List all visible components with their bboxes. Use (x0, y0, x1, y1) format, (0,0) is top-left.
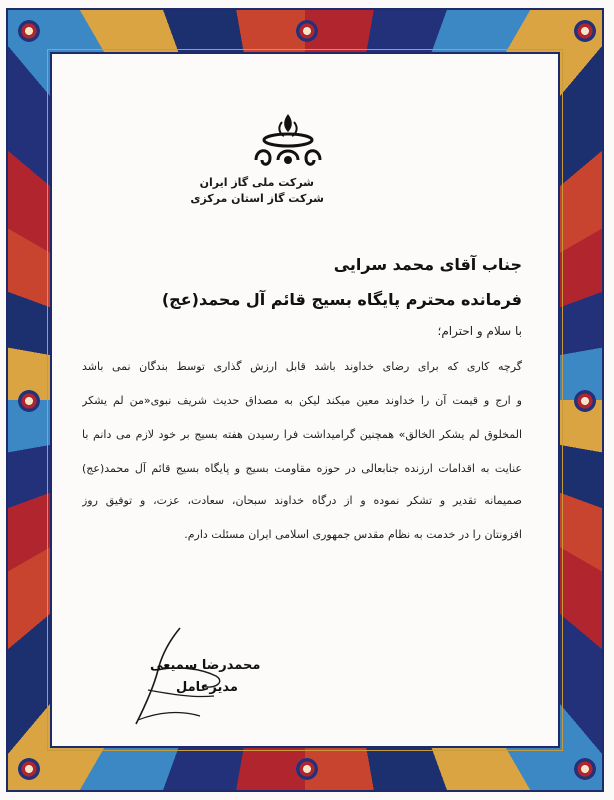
national-iranian-gas-company-logo (246, 110, 330, 172)
border-medallion (296, 758, 318, 780)
border-medallion (18, 20, 40, 42)
company-name: شرکت ملی گاز ایران (199, 176, 314, 189)
border-medallion (18, 390, 40, 412)
signatory-role: مدیرعامل (176, 680, 238, 695)
addressee-title: فرمانده محترم پایگاه بسیج قائم آل محمد(عج) (161, 290, 522, 309)
letter-body-line: افزونتان را در خدمت به نظام مقدس جمهوری اسلامی ایران مسئلت دارم. (184, 528, 522, 541)
letter-body-line: صمیمانه تقدیر و تشکر نموده و از درگاه خداوند سبحان، سعادت، عزت، و توفیق روز (82, 494, 522, 507)
border-medallion (18, 758, 40, 780)
letter-body-line: و ارج و قیمت آن را خداوند معین میکند لیکن به مصداق حدیث شریف نبوی«من لم یشکر (82, 394, 522, 407)
letter-body-line: گرچه کاری که برای رضای خداوند باشد قابل ارزش گذاری توسط بندگان نمی باشد (82, 360, 522, 373)
addressee-name: جناب آقای محمد سرایی (333, 255, 522, 274)
company-branch: شرکت گاز استان مرکزی (190, 192, 324, 205)
letter-body-line: المخلوق لم یشکر الخالق» همچنین گرامیداشت فرا رسیدن هفته بسیج بر خود لازم می دانم با (82, 428, 522, 441)
salutation: با سلام و احترام؛ (437, 324, 522, 338)
border-medallion (574, 390, 596, 412)
signatory-name: محمدرضا سمیعی (150, 658, 261, 673)
border-medallion (574, 20, 596, 42)
border-medallion (296, 20, 318, 42)
border-medallion (574, 758, 596, 780)
letter-body-line: عنایت به اقدامات ارزنده جنابعالی در حوزه مقاومت بسیج و پایگاه بسیج قائم آل محمد(عج) (82, 462, 522, 475)
